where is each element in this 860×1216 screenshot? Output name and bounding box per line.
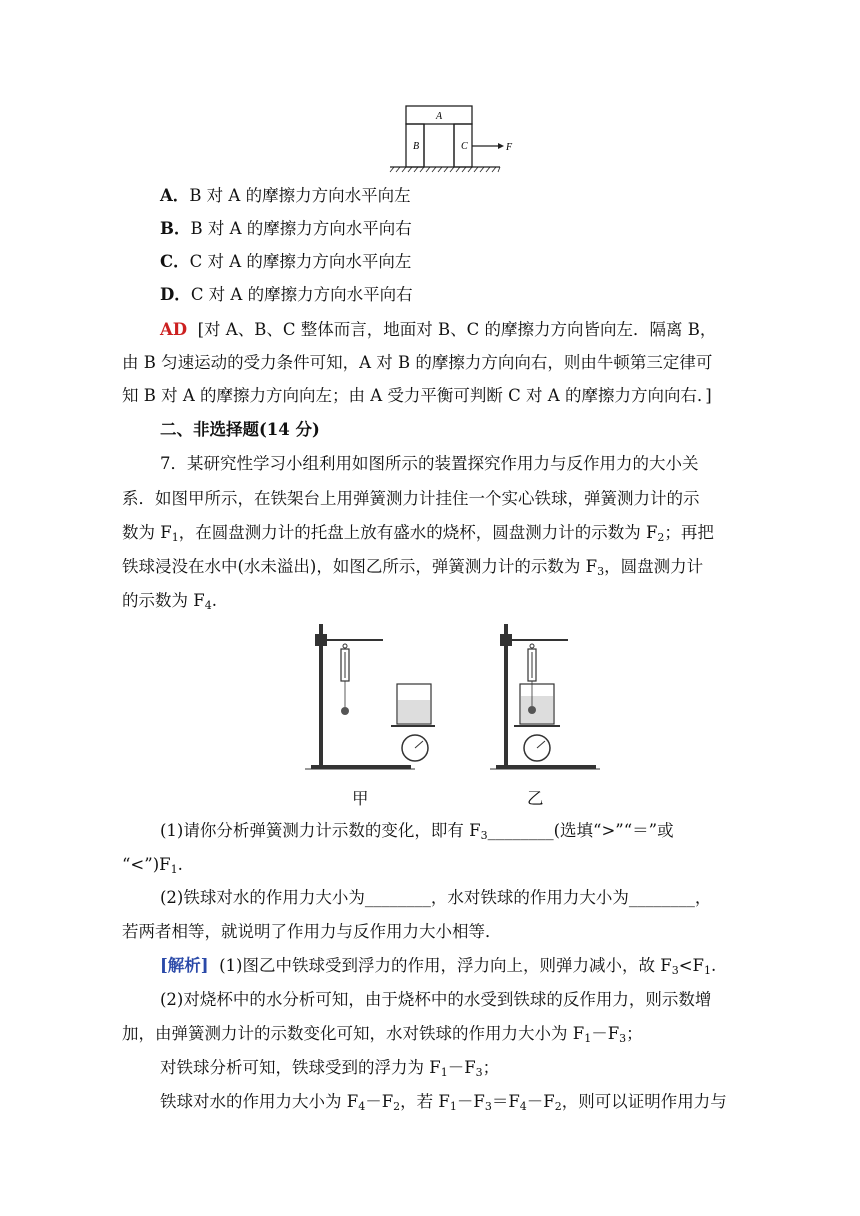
- part2-line-2: 若两者相等，就说明了作用力与反作用力大小相等．: [122, 922, 502, 941]
- apparatus-jia: [305, 622, 435, 774]
- label-a: A: [435, 111, 443, 122]
- apparatus-yi: [490, 622, 620, 774]
- analysis-line-2: (2)对烧杯中的水分析可知，由于烧杯中的水受到铁球的反作用力，则示数增: [160, 990, 712, 1009]
- block-diagram: [380, 100, 520, 175]
- q7-line-3: 数为 $F_1$，在圆盘测力计的托盘上放有盛水的烧杯，圆盘测力计的示数为 $F_2$；再把: [122, 523, 714, 544]
- answer-line-3: 知 B 对 A 的摩擦力方向向左；由 A 受力平衡可判断 C 对 A 的摩擦力方向向右．]: [122, 386, 712, 405]
- caption-yi: 乙: [527, 789, 544, 808]
- label-f: F: [506, 142, 513, 153]
- option-a: A．B 对 A 的摩擦力方向水平向左: [160, 186, 411, 205]
- blank-2: ________: [364, 888, 431, 907]
- analysis-line-3: 加，由弹簧测力计的示数变化可知，水对铁球的作用力大小为 $F_1-F_3$；: [122, 1024, 643, 1045]
- analysis-tag: [解析]: [160, 956, 209, 975]
- q7-line-1: 7．某研究性学习小组利用如图所示的装置探究作用力与反作用力的大小关: [160, 454, 699, 473]
- option-b: B．B 对 A 的摩擦力方向水平向右: [160, 219, 412, 238]
- option-d: D．C 对 A 的摩擦力方向水平向右: [160, 285, 413, 304]
- blank-1: ________: [487, 821, 554, 840]
- section-heading: 二、非选择题(14 分): [160, 420, 320, 439]
- answer-line-2: 由 B 匀速运动的受力条件可知，A 对 B 的摩擦力方向向右，则由牛顿第三定律可: [122, 353, 713, 372]
- part2-line-1: (2)铁球对水的作用力大小为________，水对铁球的作用力大小为________，: [160, 888, 712, 907]
- caption-jia: 甲: [352, 789, 369, 808]
- answer-key: AD: [160, 320, 188, 339]
- label-c: C: [461, 141, 468, 152]
- option-c: C．C 对 A 的摩擦力方向水平向左: [160, 252, 412, 271]
- part1-line-1: (1)请你分析弹簧测力计示数的变化，即有 $F_3\_\_\_\_\_\_\_\_$(选填“>”“＝”或: [160, 821, 674, 842]
- part1-line-2: “$<”)F_1$.: [122, 855, 183, 876]
- answer-line-1: AD [对 A、B、C 整体而言，地面对 B、C 的摩擦力方向皆向左．隔离 B，: [160, 320, 717, 339]
- analysis-line-5: 铁球对水的作用力大小为 $F_4-F_2$，若 $F_1-F_3=F_4-F_2$，则可以证明作用力与: [160, 1092, 727, 1113]
- q7-line-4: 铁球浸没在水中(水未溢出)，如图乙所示，弹簧测力计的示数为 $F_3$，圆盘测力计: [122, 557, 704, 578]
- analysis-line-1: [解析] (1)图乙中铁球受到浮力的作用，浮力向上，则弹力减小，故 $F_3<F_1$.: [160, 956, 717, 977]
- label-b: B: [413, 141, 420, 152]
- blank-3: ________: [628, 888, 695, 907]
- q7-line-5: 的示数为 $F_4$.: [122, 591, 217, 612]
- q7-line-2: 系．如图甲所示，在铁架台上用弹簧测力计挂住一个实心铁球，弹簧测力计的示: [122, 489, 700, 508]
- analysis-line-4: 对铁球分析可知，铁球受到的浮力为 $F_1-F_3$；: [160, 1058, 500, 1079]
